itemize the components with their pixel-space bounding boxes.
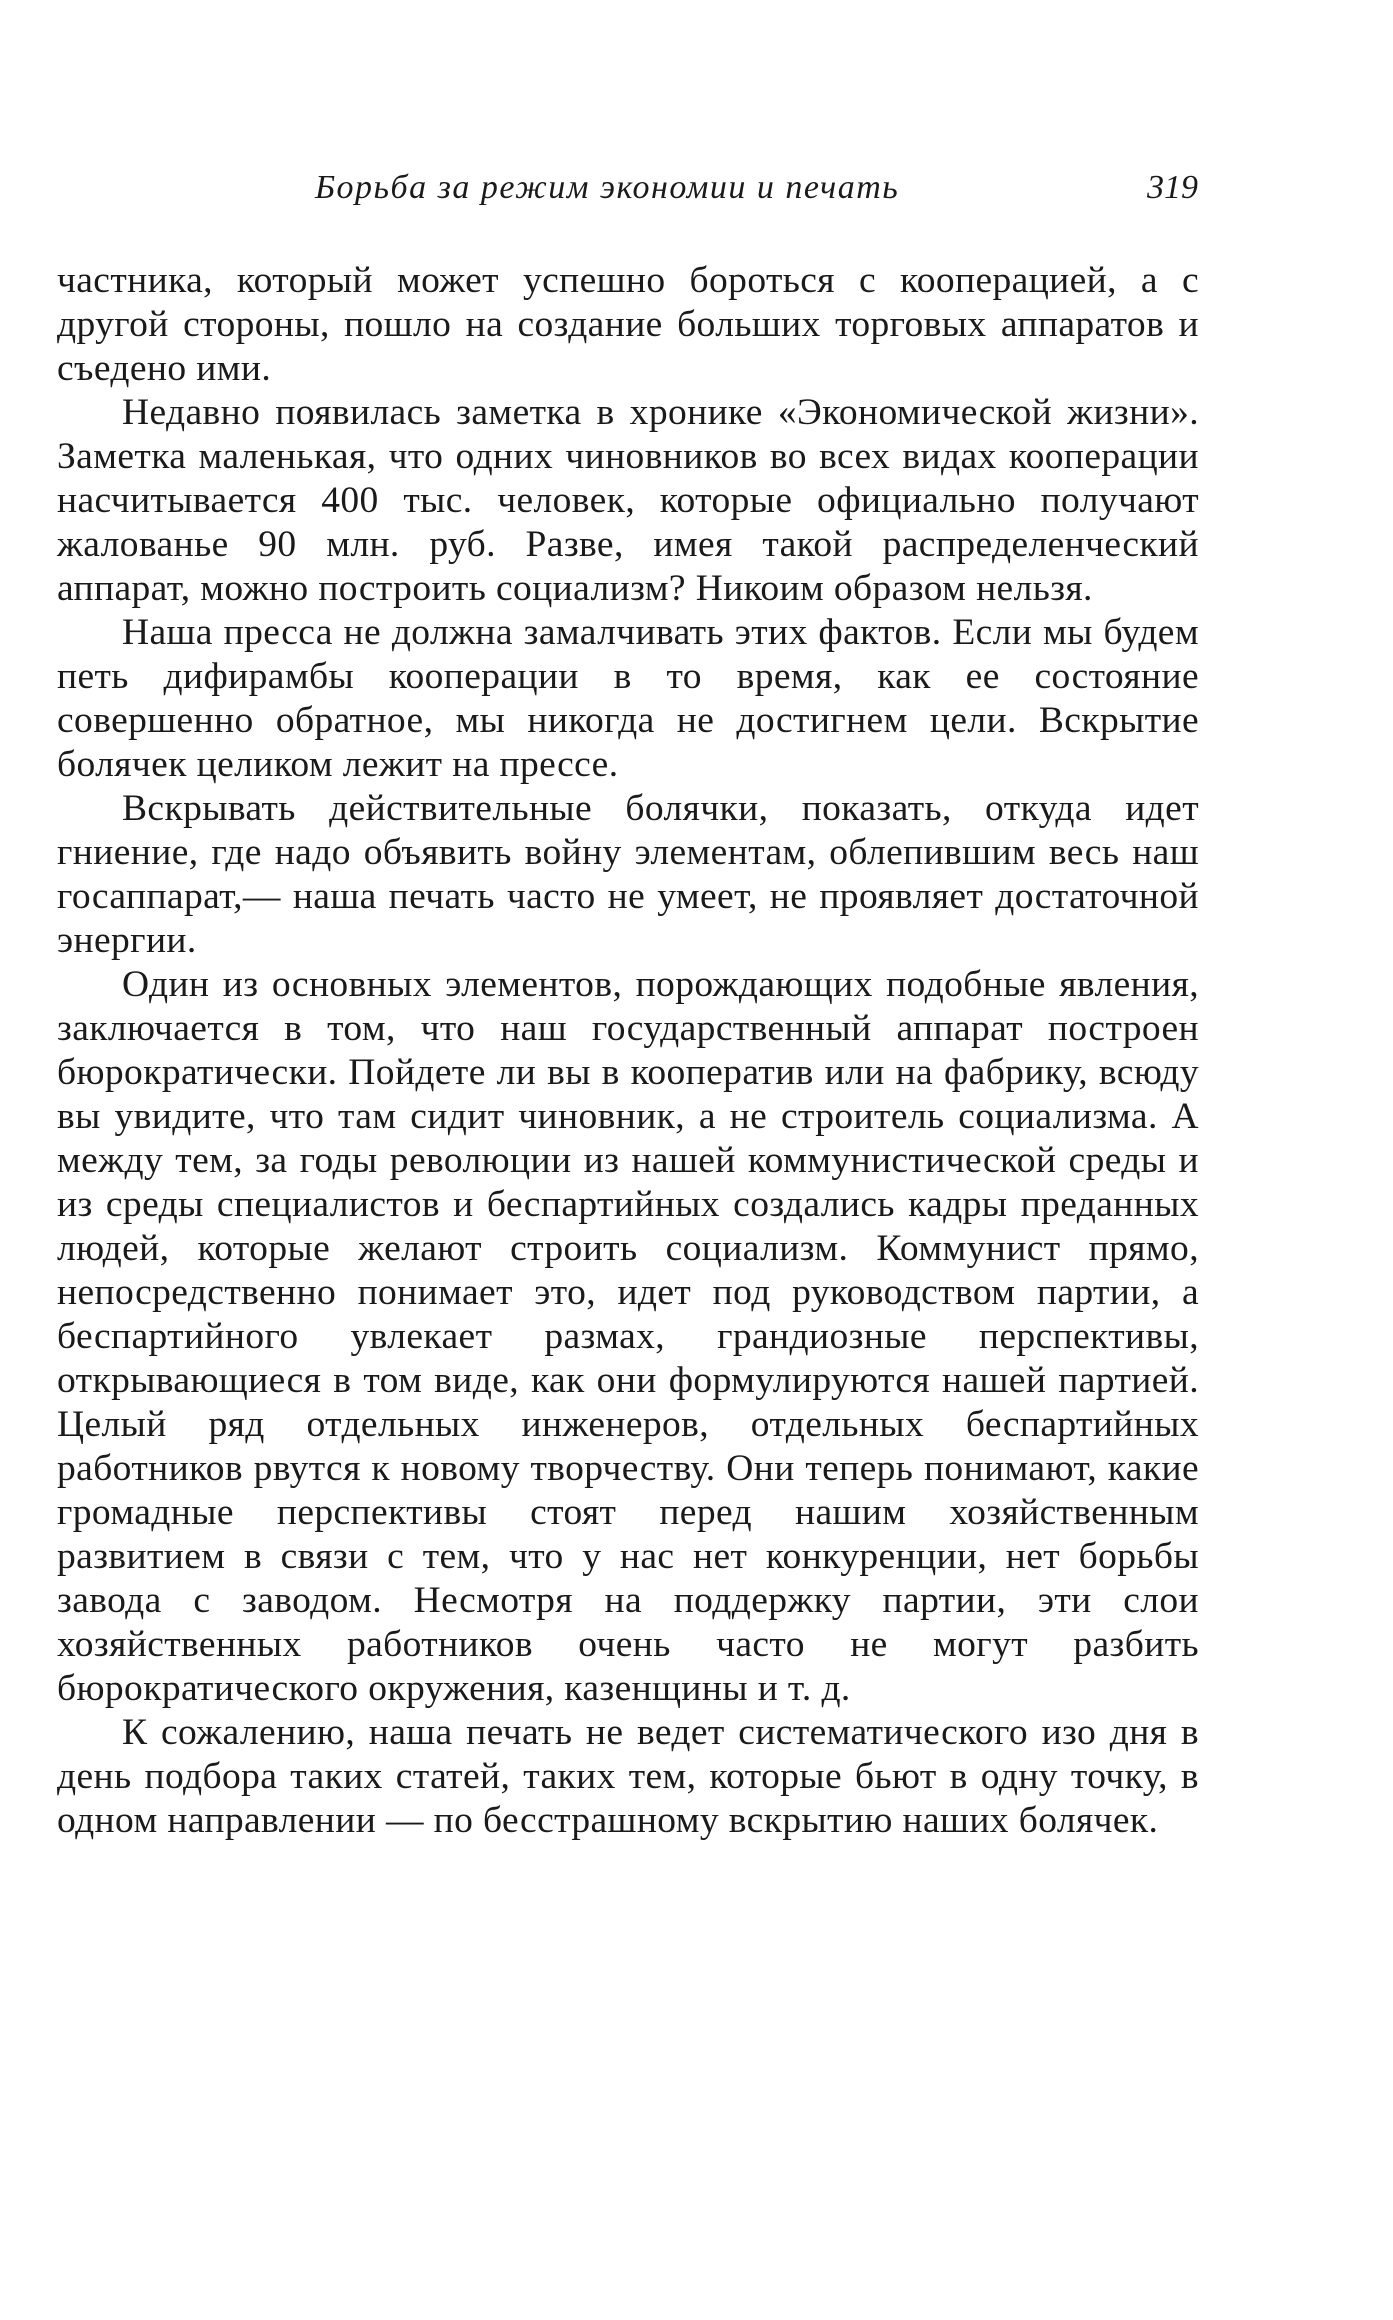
paragraph-2: Недавно появилась заметка в хронике «Экономической жизни». Заметка маленькая, что одних чиновников во всех видах кооперации насчитывается 400 тыс. человек, которые официально получают жалованье 90 млн. руб. Разве, имея такой распределенческий аппарат, можно построить социализм? Никоим образом нельзя. <box>57 392 1199 609</box>
body-text <box>57 259 1199 1843</box>
running-title: Борьба за режим экономии и печать <box>315 169 900 206</box>
page-number: 319 <box>1147 169 1198 206</box>
paragraph-3: Наша пресса не должна замалчивать этих фактов. Если мы будем петь дифирамбы кооперации в то время, как ее состояние совершенно обратное, мы никогда не достигнем цели. Вскрытие болячек целиком лежит на прессе. <box>57 612 1199 785</box>
paragraph-6: К сожалению, наша печать не ведет систематического изо дня в день подбора таких статей, таких тем, которые бьют в одну точку, в одном направлении — по бесстрашному вскрытию наших болячек. <box>57 1712 1199 1841</box>
paragraph-5: Один из основных элементов, порождающих подобные явления, заключается в том, что наш государственный аппарат построен бюрократически. Пойдете ли вы в кооператив или на фабрику, всюду вы увидите, что там сидит чиновник, а не строитель социализма. А между тем, за годы революции из нашей коммунистической среды и из среды специалистов и беспартийных создались кадры преданных людей, которые желают строить социализм. Коммунист прямо, непосредственно понимает это, идет под руководством партии, а беспартийного увлекает размах, грандиозные перспективы, открывающиеся в том виде, как они формулируются нашей партией. Целый ряд отдельных инженеров, отдельных беспартийных работников рвутся к новому творчеству. Они теперь понимают, какие громадные перспективы стоят перед нашим хозяйственным развитием в связи с тем, что у нас нет конкуренции, нет борьбы завода с заводом. Несмотря на поддержку партии, эти слои хозяйственных работников очень часто не могут разбить бюрократического окружения, казенщины и т. д. <box>57 964 1199 1709</box>
paragraph-1: частника, который может успешно бороться с кооперацией, а с другой стороны, пошло на создание больших торговых аппаратов и съедено ими. <box>57 260 1199 389</box>
running-head <box>95 166 1198 210</box>
paragraph-4: Вскрывать действительные болячки, показать, откуда идет гниение, где надо объявить войну элементам, облепившим весь наш госаппарат,— наша печать часто не умеет, не проявляет достаточной энергии. <box>57 788 1199 961</box>
